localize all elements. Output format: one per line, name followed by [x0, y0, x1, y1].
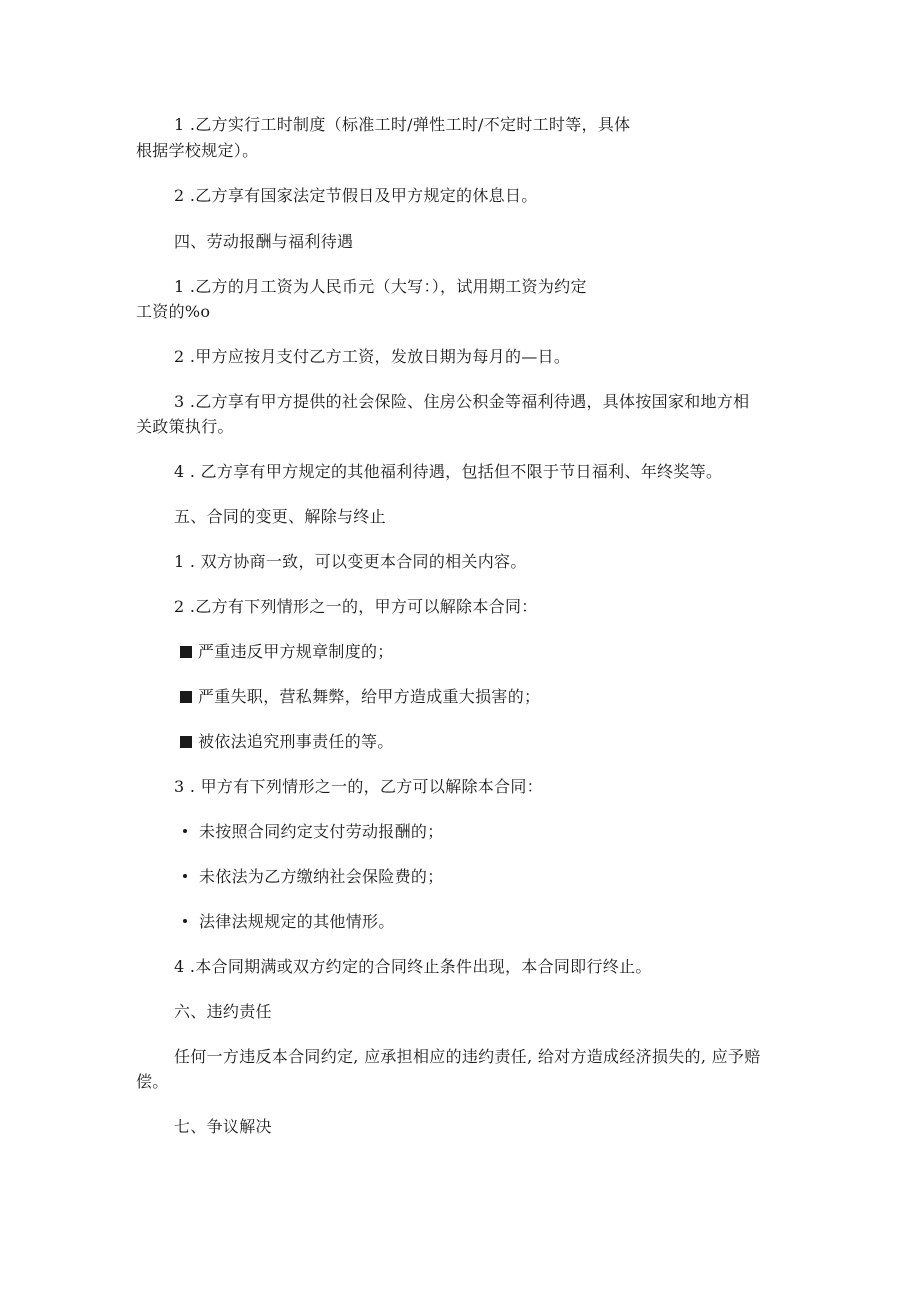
dot-bullet-icon: [183, 919, 187, 923]
list-item: [180, 820, 444, 844]
paragraph-text: 4 .本合同期满或双方约定的合同终止条件出现，本合同即行终止。: [174, 957, 652, 976]
paragraph-text: 根据学校规定）。: [136, 141, 259, 160]
section-heading: 六、违约责任: [174, 1002, 272, 1021]
square-bullet-icon: [180, 736, 192, 748]
paragraph-text: 2 .乙方享有国家法定节假日及甲方规定的休息日。: [174, 186, 538, 205]
list-item-text: 未依法为乙方缴纳社会保险费的；: [199, 867, 444, 886]
list-item: [180, 910, 395, 934]
paragraph-text: 偿。: [136, 1072, 169, 1091]
square-bullet-icon: [180, 691, 192, 703]
paragraph-text: 关政策执行。: [136, 417, 234, 436]
paragraph-text: 1 .乙方实行工时制度（标准工时/弹性工时/不定时工时等，具体: [174, 115, 631, 134]
paragraph-text: 1 . 双方协商一致，可以变更本合同的相关内容。: [174, 552, 527, 571]
list-item: [180, 685, 540, 709]
list-item: [180, 865, 444, 889]
section-heading: 四、劳动报酬与福利待遇: [174, 232, 354, 251]
dot-bullet-icon: [183, 874, 187, 878]
paragraph-text: 4 . 乙方享有甲方规定的其他福利待遇，包括但不限于节日福利、年终奖等。: [174, 462, 723, 481]
list-item: [180, 640, 394, 664]
square-bullet-icon: [180, 646, 192, 658]
paragraph-text: 2 .甲方应按月支付乙方工资，发放日期为每月的—日。: [174, 347, 571, 366]
paragraph-text: 3 . 甲方有下列情形之一的，乙方可以解除本合同：: [174, 777, 543, 796]
paragraph-text: 2 .乙方有下列情形之一的，甲方可以解除本合同：: [174, 597, 538, 616]
paragraph-text: 3 .乙方享有甲方提供的社会保险、住房公积金等福利待遇，具体按国家和地方相: [174, 392, 750, 411]
paragraph-text: 1 .乙方的月工资为人民币元（大写：），试用期工资为约定: [174, 277, 587, 296]
dot-bullet-icon: [183, 829, 187, 833]
paragraph-text: 工资的%o: [136, 302, 211, 321]
paragraph-text: 任何一方违反本合同约定, 应承担相应的违约责任, 给对方造成经济损失的, 应予赔: [174, 1047, 761, 1066]
list-item-text: 严重违反甲方规章制度的；: [198, 642, 394, 661]
list-item-text: 被依法追究刑事责任的等。: [198, 732, 394, 751]
section-heading: 七、争议解决: [174, 1117, 272, 1136]
section-heading: 五、合同的变更、解除与终止: [174, 507, 386, 526]
list-item-text: 严重失职，营私舞弊，给甲方造成重大损害的；: [198, 687, 541, 706]
list-item-text: 未按照合同约定支付劳动报酬的；: [199, 822, 444, 841]
list-item: [180, 730, 394, 754]
list-item-text: 法律法规规定的其他情形。: [199, 912, 395, 931]
